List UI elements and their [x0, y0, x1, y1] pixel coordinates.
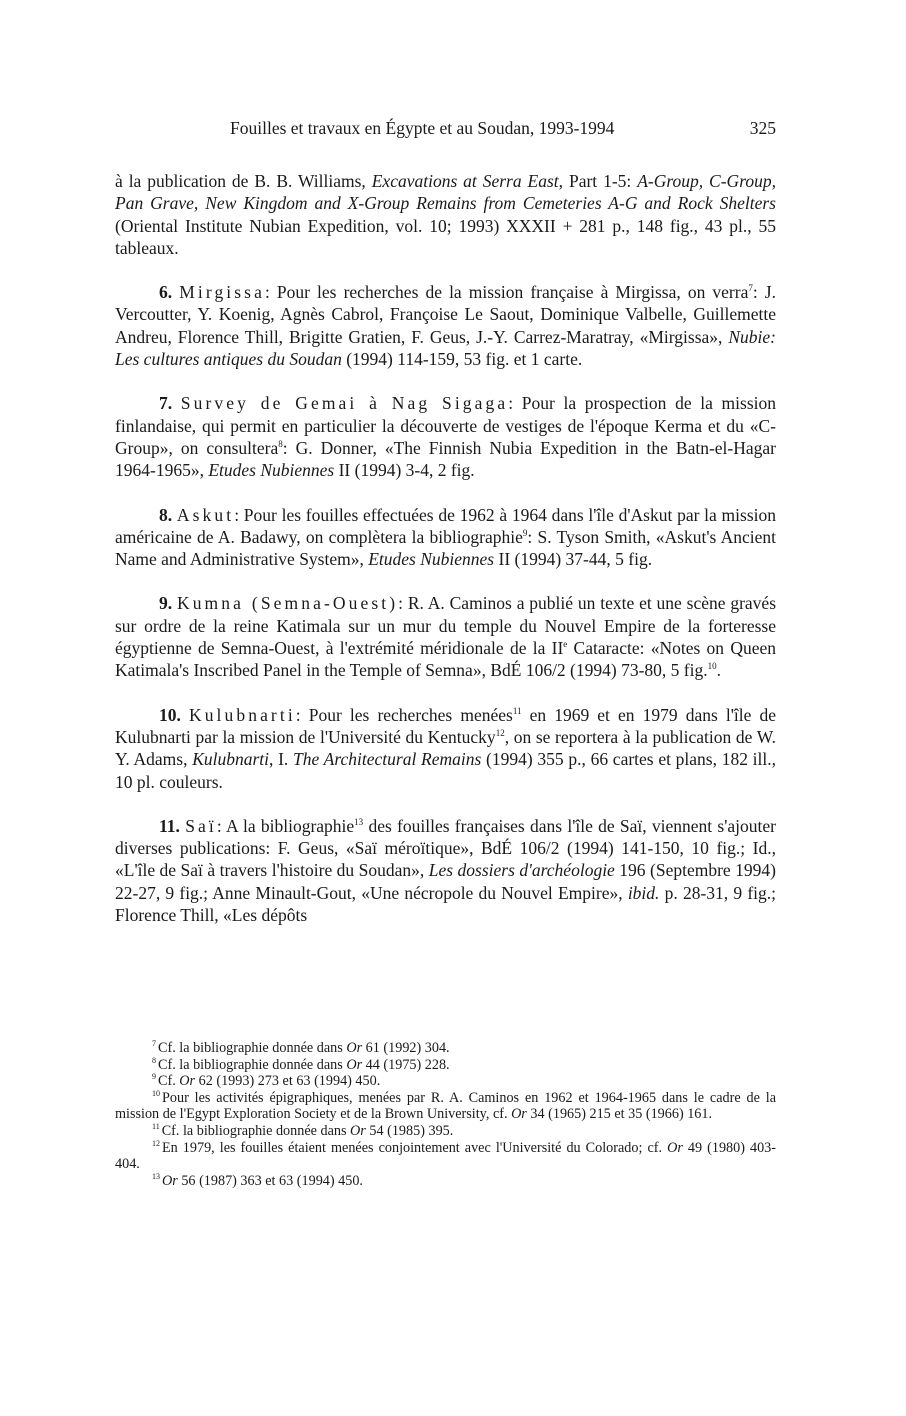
- italic-title: Or: [346, 1040, 363, 1056]
- footnote-ref: 12: [495, 728, 505, 739]
- text-run: : A la bibliographie: [216, 815, 355, 836]
- site-name: Saï: [185, 815, 217, 836]
- italic-title: Or: [667, 1139, 683, 1156]
- site-name: Kumna (Semna-Ouest): [176, 593, 399, 614]
- footnote-mark: 7: [152, 1039, 156, 1049]
- page-number: 325: [749, 118, 776, 138]
- footnote-10: [115, 1090, 776, 1123]
- footnote-ref: 11: [512, 705, 522, 716]
- italic-title: Kulubnarti: [192, 749, 270, 770]
- text-run: Cataracte: «Notes on Queen Katimala's Inscribed Panel in the Temple of Semna», BdÉ 106/2 (1994) 73-80, 5 fig.: [115, 638, 776, 681]
- text-run: II (1994) 37-44, 5 fig.: [494, 549, 653, 570]
- section-number: 8.: [159, 504, 173, 525]
- text-run: : J. Vercoutter, Y. Koenig, Agnès Cabrol, Françoise Le Saout, Dominique Valbelle, Guillemette Andreu, Florence Thill, Brigitte Gratien, F. Geus, J.-Y. Carrez-Maratray, «Mirgissa»,: [115, 282, 776, 347]
- site-name: Survey de Gemai à Nag Sigaga: [180, 393, 509, 414]
- text-run: Cf. la bibliographie donnée dans: [158, 1056, 347, 1073]
- footnotes: [115, 1040, 776, 1189]
- footnote-8: [115, 1057, 776, 1074]
- italic-title: A-Group, C-Group, Pan Grave, New Kingdom and X-Group Remains from Cemeteries A-G and Rock Shelters: [115, 171, 776, 214]
- text-run: , I.: [269, 749, 294, 770]
- site-name: Mirgissa: [179, 282, 265, 303]
- italic-title: Etudes Nubiennes: [368, 549, 495, 570]
- section-number: 11.: [159, 815, 180, 836]
- italic-title: Nubie: Les cultures antiques du Soudan: [115, 326, 776, 370]
- footnote-ref: 9: [522, 528, 528, 539]
- italic-title: The Architectural Remains: [293, 749, 482, 770]
- text-run: Cf.: [158, 1073, 180, 1090]
- paragraph-continuation: [115, 170, 776, 259]
- footnote-mark: 13: [152, 1172, 160, 1182]
- text-run: 34 (1965) 215 et 35 (1966) 161.: [526, 1106, 713, 1123]
- text-run: : R. A. Caminos a publié un texte et une scène gravés sur ordre de la reine Katimala sur un mur du temple du Nouvel Empire de la forteresse égyptienne de Semna-Ouest, à l'extrémité méridionale de la II: [115, 593, 777, 659]
- text-run: des fouilles françaises dans l'île de Saï, viennent s'ajouter diverses publications: F. Geus, «Saï méroïtique», BdÉ 106/2 (1994) 141-150, 10 fig.; Id., «L'île de Saï à travers l'histoire du Soudan»,: [115, 815, 776, 881]
- section-8-askut: [115, 504, 776, 571]
- text-run: 49 (1980) 403-404.: [115, 1139, 776, 1173]
- text-run: : Pour les recherches de la mission française à Mirgissa, on verra: [264, 282, 749, 303]
- footnote-ref: 8: [278, 439, 283, 450]
- site-name: Kulubnarti: [188, 704, 296, 725]
- text-run: En 1979, les fouilles étaient menées conjointement avec l'Université du Colorado; cf.: [162, 1139, 668, 1156]
- text-run: Cf. la bibliographie donnée dans: [158, 1040, 347, 1056]
- site-name: Askut: [176, 504, 235, 525]
- superscript: e: [563, 639, 568, 650]
- text-run: 61 (1992) 304.: [362, 1040, 450, 1056]
- text-run: à la publication de B. B. Williams,: [115, 171, 372, 191]
- section-number: 6.: [159, 282, 173, 303]
- text-run: 44 (1975) 228.: [362, 1056, 450, 1073]
- running-title: Fouilles et travaux en Égypte et au Soudan, 1993-1994: [230, 118, 615, 138]
- italic-title: Or: [162, 1172, 178, 1189]
- text-run: II (1994) 3-4, 2 fig.: [334, 460, 475, 481]
- italic-title: Or: [350, 1122, 366, 1139]
- text-run: : S. Tyson Smith, «Askut's Ancient Name and Administrative System»,: [115, 526, 776, 570]
- section-9-kumna: [115, 592, 776, 681]
- footnote-mark: 9: [152, 1072, 156, 1082]
- footnote-11: [115, 1123, 776, 1140]
- section-6-mirgissa: [115, 281, 776, 370]
- italic-title: Or: [179, 1073, 196, 1090]
- italic-title: ibid.: [627, 882, 660, 903]
- section-7-gemai: [115, 392, 776, 481]
- text-run: : Pour les recherches menées: [295, 704, 513, 725]
- footnote-13: [115, 1173, 776, 1190]
- section-number: 10.: [159, 704, 181, 725]
- text-run: (1994) 114-159, 53 fig. et 1 carte.: [341, 349, 583, 370]
- italic-title: Les dossiers d'archéologie: [428, 860, 615, 881]
- italic-title: Or: [346, 1056, 363, 1073]
- text-run: 196 (Septembre 1994) 22-27, 9 fig.; Anne Minault-Gout, «Une nécropole du Nouvel Empire»,: [115, 860, 776, 903]
- text-run: 54 (1985) 395.: [365, 1122, 454, 1139]
- section-11-sai: [115, 815, 776, 926]
- text-run: (Oriental Institute Nubian Expedition, vol. 10; 1993) XXXII + 281 p., 148 fig., 43 pl., 55 tableaux.: [115, 215, 776, 258]
- italic-title: Or: [511, 1106, 527, 1123]
- footnote-ref: 7: [748, 283, 753, 294]
- footnote-mark: 11: [152, 1122, 160, 1132]
- text-run: (1994) 355 p., 66 cartes et plans, 182 ill., 10 pl. couleurs.: [115, 749, 776, 792]
- footnote-9: [115, 1073, 776, 1090]
- text-run: , on se reportera à la publication de W. Y. Adams,: [115, 726, 777, 770]
- section-number: 9.: [159, 593, 173, 614]
- footnote-mark: 10: [152, 1089, 160, 1099]
- text-run: : G. Donner, «The Finnish Nubia Expedition in the Batn-el-Hagar 1964-1965»,: [115, 437, 776, 481]
- italic-title: Excavations at Serra East: [371, 171, 559, 191]
- text-run: : Pour les fouilles effectuées de 1962 à 1964 dans l'île d'Askut par la mission américaine de A. Badawy, on complètera la bibliographie: [115, 504, 777, 547]
- footnote-mark: 8: [152, 1055, 156, 1065]
- footnote-ref: 10: [707, 661, 717, 672]
- section-10-kulubnarti: [115, 704, 776, 793]
- text-run: , Part 1-5:: [558, 171, 638, 191]
- footnote-12: [115, 1140, 776, 1173]
- text-run: Cf. la bibliographie donnée dans: [161, 1122, 351, 1139]
- footnote-7: [115, 1040, 776, 1057]
- text-run: 62 (1993) 273 et 63 (1994) 450.: [195, 1073, 381, 1090]
- text-run: en 1969 et en 1979 dans l'île de Kulubnarti par la mission de l'Université du Kentucky: [115, 704, 776, 747]
- footnote-ref: 13: [354, 817, 364, 827]
- italic-title: Etudes Nubiennes: [208, 460, 335, 481]
- text-run: Pour les activités épigraphiques, menées par R. A. Caminos en 1962 et 1964-1965 dans le cadre de la mission de l'Egypt Exploration Society et de la Brown University, cf.: [115, 1089, 776, 1123]
- body-text: [115, 170, 776, 926]
- text-run: p. 28-31, 9 fig.; Florence Thill, «Les dépôts: [115, 882, 777, 926]
- footnote-mark: 12: [152, 1138, 160, 1148]
- section-number: 7.: [159, 393, 173, 414]
- text-run: 56 (1987) 363 et 63 (1994) 450.: [177, 1172, 363, 1189]
- text-run: : Pour la prospection de la mission finlandaise, qui permit en particulier la découverte de vestiges de l'époque Kerma et du «C-Group», on consultera: [115, 393, 777, 458]
- text-run: .: [716, 660, 721, 681]
